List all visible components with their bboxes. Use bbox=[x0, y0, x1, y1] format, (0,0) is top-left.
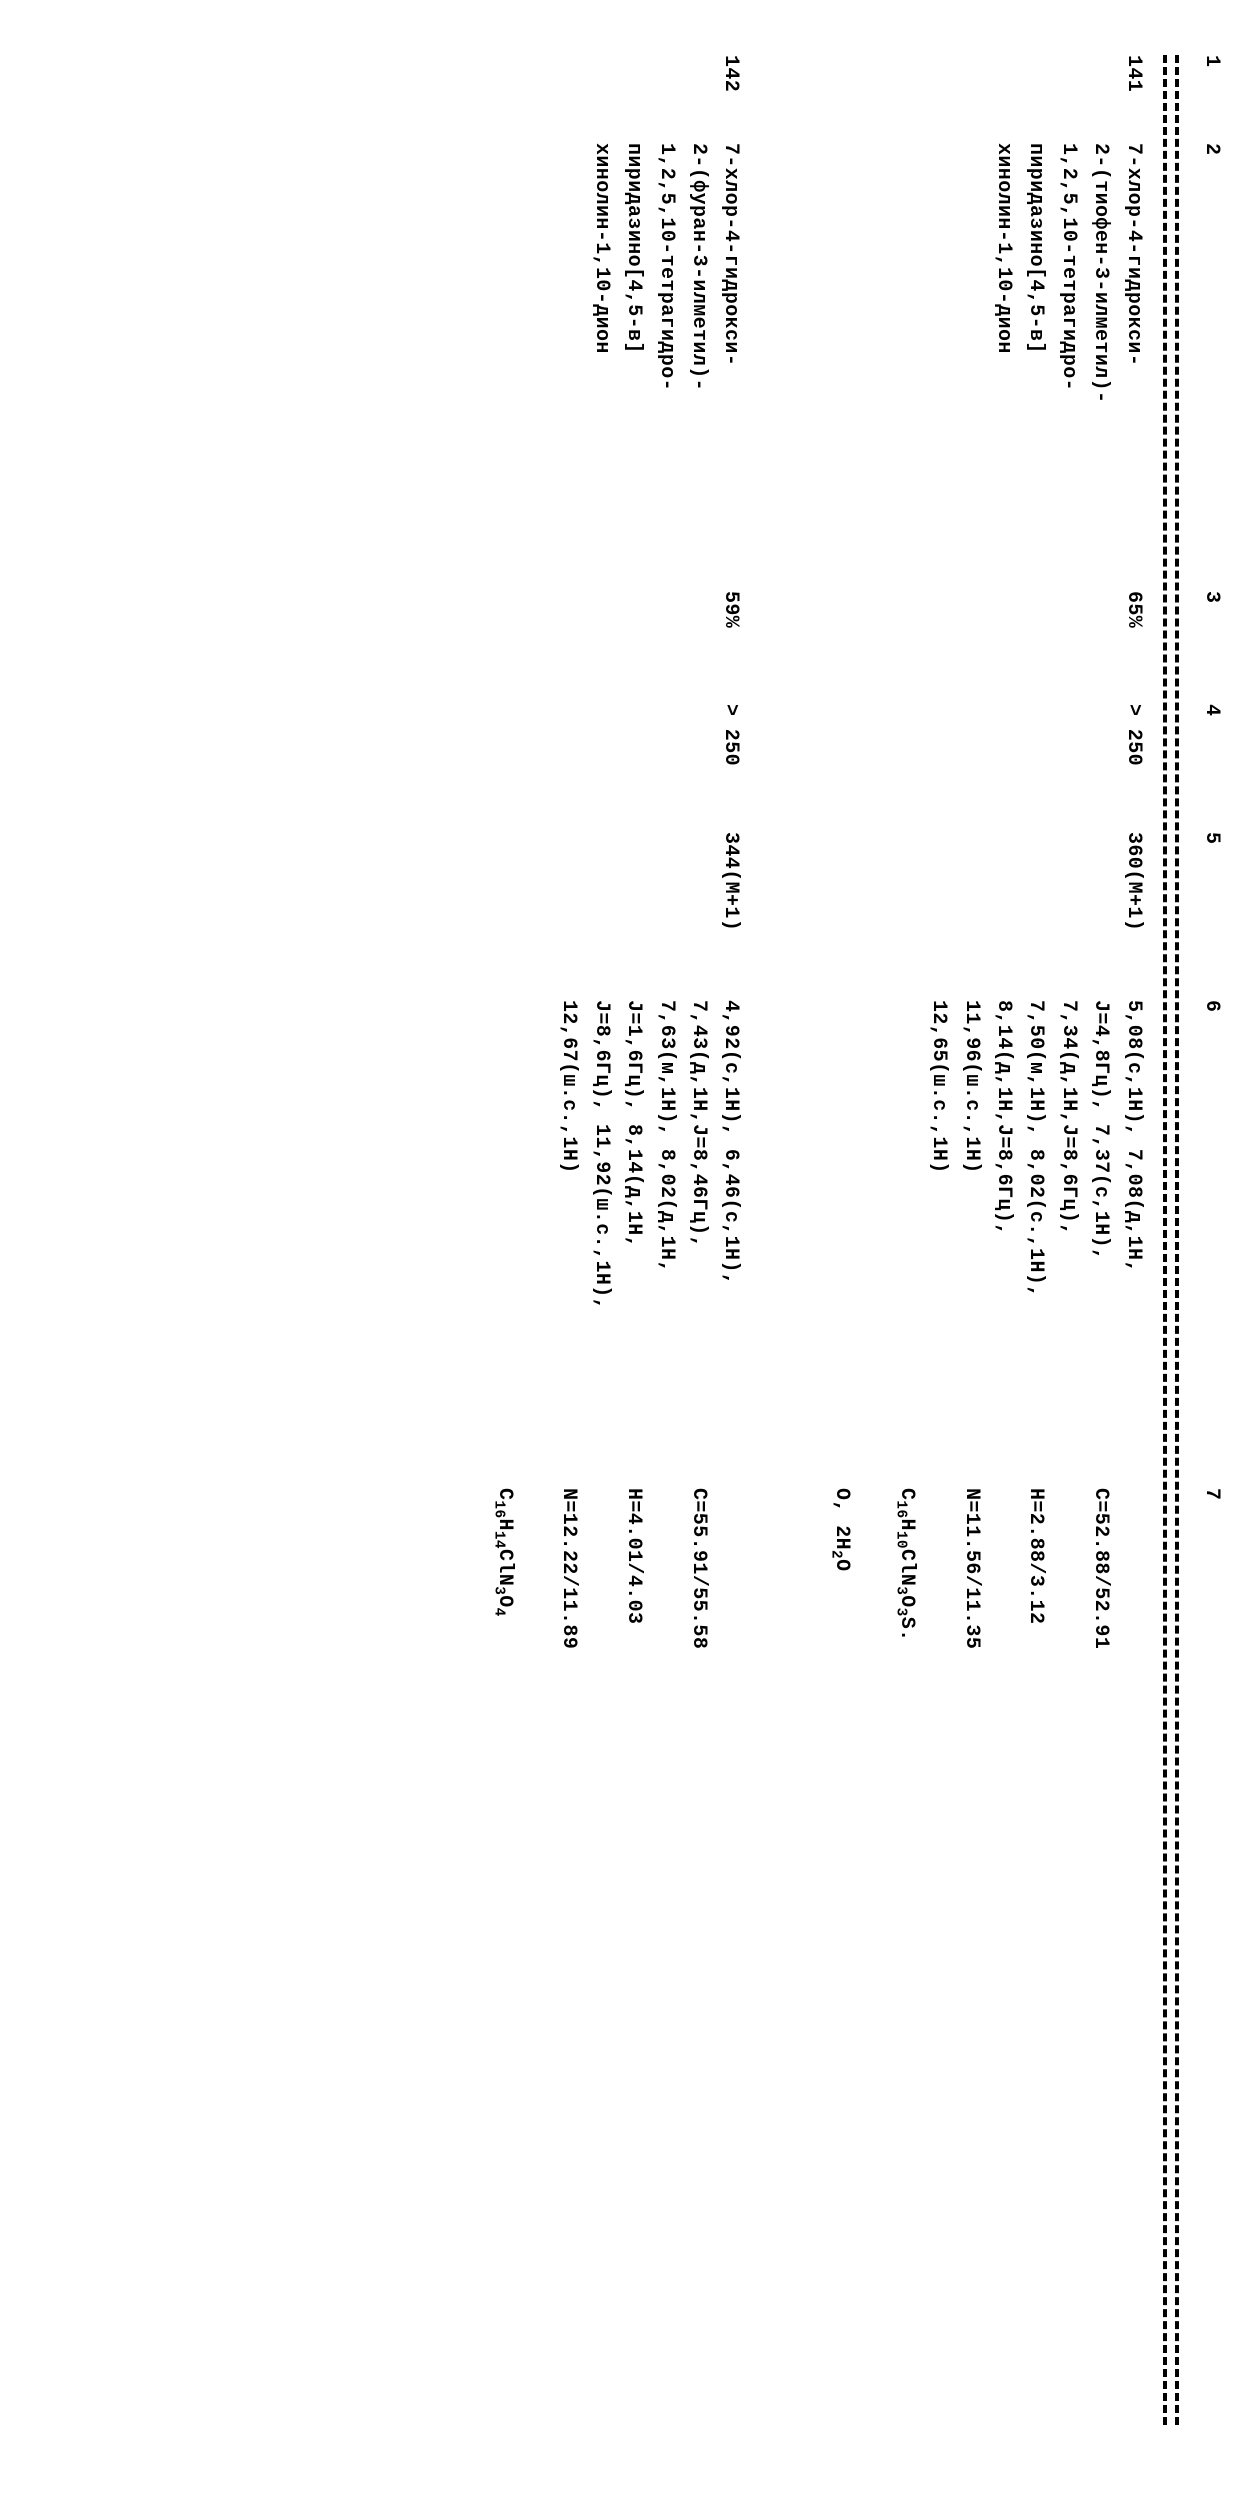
cell-yield: 59% bbox=[719, 591, 743, 629]
header-cell-6: 6 bbox=[1200, 1000, 1223, 1013]
row-spacer bbox=[746, 55, 792, 1806]
cell-yield: 65% bbox=[1121, 591, 1145, 629]
table-row bbox=[792, 55, 1148, 1806]
anal-line: C=52.88/52.91 bbox=[1089, 1488, 1113, 1650]
cell-elemental-analysis bbox=[422, 1488, 746, 1806]
cell-melting-point: > 250 bbox=[719, 704, 743, 767]
cell-nmr: 4,92(с,1Н), 6,46(с,1Н), 7,43(д,1Н,J=8,46Гц), 7,63(м,1Н), 8,02(д,1Н, J=1,6Гц), 8,14(д,1Н, J=8,6Гц), 11,92(ш.с.,1Н), 12,67(ш.с.,1Н) bbox=[557, 1000, 743, 1311]
cell-compound-name: 7-хлор-4-гидрокси- 2-(фуран-3-илметил)- 1,2,5,10-тетрагидро- пиридазино[4,5-в] хинолин-1,10-дион bbox=[589, 143, 743, 392]
anal-line: N=11.56/11.35 bbox=[959, 1488, 983, 1650]
cell-melting-point: > 250 bbox=[1121, 704, 1145, 767]
cell-compound-number: 142 bbox=[719, 55, 743, 93]
molecular-formula: $C_{16}H_{14}ClN_3O_4$ bbox=[490, 1488, 516, 1617]
header-cell-3: 3 bbox=[1200, 591, 1223, 604]
cell-compound-number: 141 bbox=[1121, 55, 1145, 93]
cell-mass-spec: 344(M+1) bbox=[719, 832, 743, 932]
cell-compound-name: 7-хлор-4-гидрокси- 2-(тиофен-3-илметил)- 1,2,5,10-тетрагидро- пиридазино[4,5-в] хинолин-1,10-дион bbox=[992, 143, 1145, 404]
header-spacer bbox=[1149, 55, 1195, 1806]
spacer-cell bbox=[1149, 55, 1195, 1806]
spacer-cell bbox=[746, 55, 792, 1806]
header-cell-1: 1 bbox=[1200, 55, 1223, 68]
table-header-row bbox=[1195, 55, 1227, 1806]
header-cell-7: 7 bbox=[1200, 1488, 1223, 1501]
cell-nmr: 5,08(с,1Н), 7,08(д,1Н, J=4,8Гц), 7,37(с,1Н), 7,34(д,1Н,J=8,6Гц), 7,50(м,1Н), 8,02(с.,1Н), 8,14(д,1Н,J=8,6Гц), 11,96(ш.с.,1Н) 12,65(ш.с.,1Н) bbox=[927, 1000, 1145, 1298]
header-cell-4: 4 bbox=[1200, 704, 1223, 717]
molecular-formula: $C_{16}H_{10}ClN_3O_3S$. bbox=[892, 1488, 918, 1642]
anal-line: H=2.88/3.12 bbox=[1024, 1488, 1048, 1625]
header-cell-5: 5 bbox=[1200, 832, 1223, 845]
molecular-formula-continued: O, $2H_2O$ bbox=[827, 1488, 854, 1572]
cell-mass-spec: 360(M+1) bbox=[1121, 832, 1145, 932]
anal-line: C=55.91/55.58 bbox=[686, 1488, 710, 1650]
anal-line: N=12.22/11.89 bbox=[557, 1488, 581, 1650]
anal-line: H=4.01/4.03 bbox=[622, 1488, 646, 1625]
compound-data-table bbox=[422, 55, 1227, 1806]
cell-elemental-analysis bbox=[792, 1488, 1148, 1806]
table-row bbox=[422, 55, 746, 1806]
header-cell-2: 2 bbox=[1200, 143, 1223, 156]
